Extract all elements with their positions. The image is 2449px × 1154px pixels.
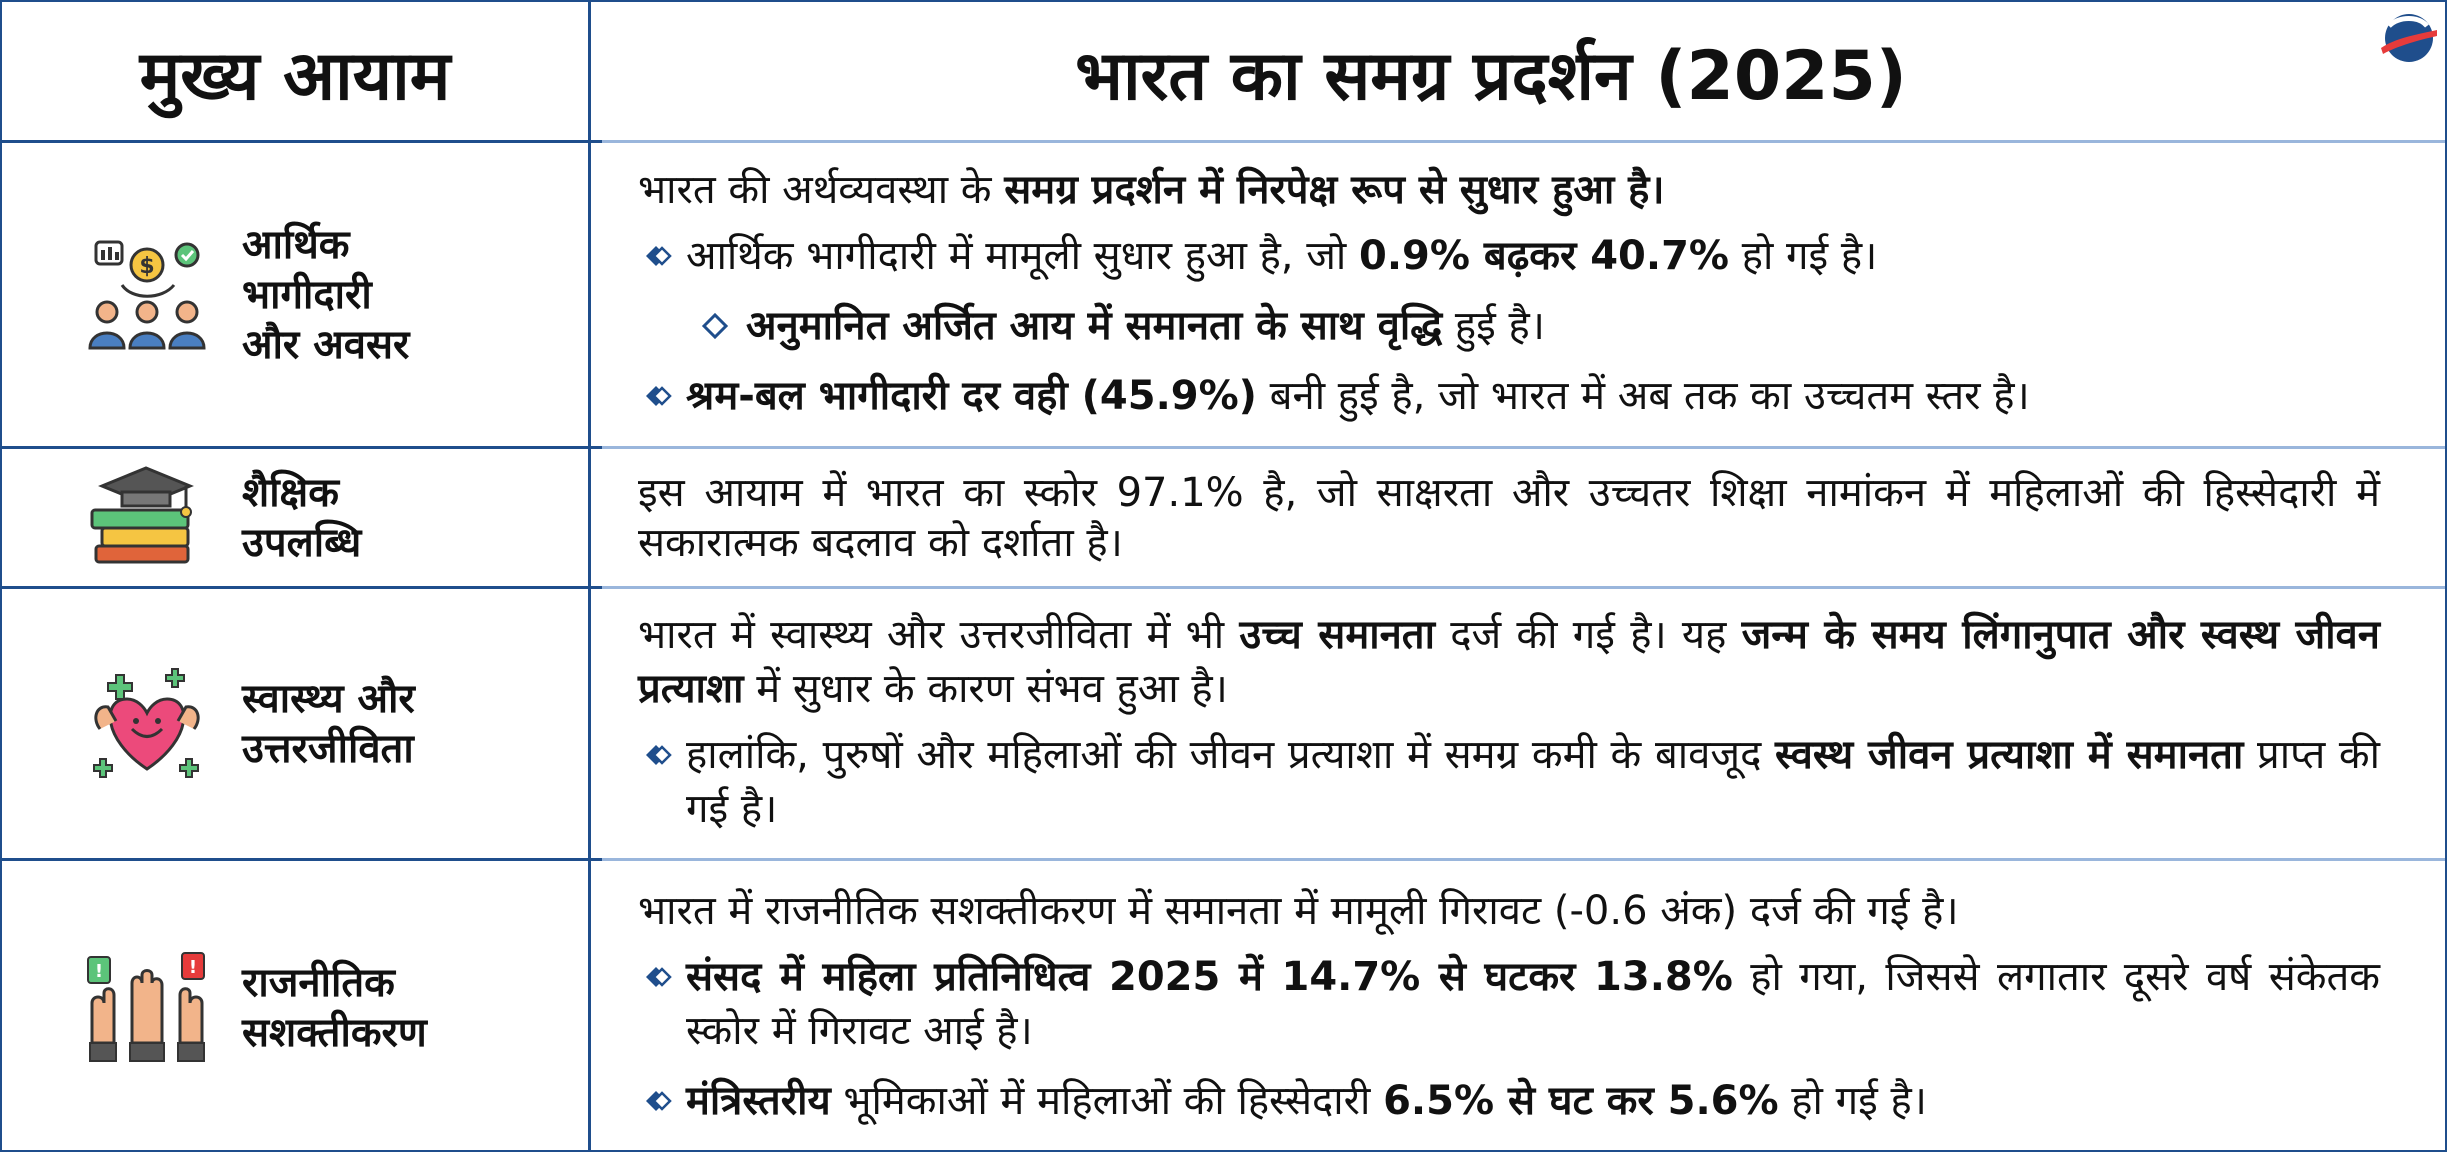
voting-hands-icon	[82, 943, 212, 1073]
list-item: अनुमानित अर्जित आय में समानता के साथ वृद्धि हुई है।	[698, 299, 2380, 353]
table-row-health	[2, 589, 2445, 858]
list-item: मंत्रिस्तरीय भूमिकाओं में महिलाओं की हिस्सेदारी 6.5% से घट कर 5.6% हो गई है।	[638, 1074, 2380, 1128]
health-heart-icon	[82, 659, 212, 789]
diamond-bullet-icon	[638, 381, 678, 411]
table-row-education	[2, 449, 2445, 586]
list-item: आर्थिक भागीदारी में मामूली सुधार हुआ है, जो 0.9% बढ़कर 40.7% हो गई है।	[638, 229, 2380, 283]
economic-participation-icon	[82, 230, 212, 360]
economic-intro: भारत की अर्थव्यवस्था के समग्र प्रदर्शन में निरपेक्ष रूप से सुधार हुआ है।	[638, 166, 1665, 213]
list-item: हालांकि, पुरुषों और महिलाओं की जीवन प्रत्याशा में समग्र कमी के बावजूद स्वस्थ जीवन प्रत्याशा में समानता प्राप्त की गई है।	[638, 728, 2380, 836]
svg-text:!: !	[94, 960, 104, 982]
dimension-label-economic: आर्थिक भागीदारी और अवसर	[242, 221, 410, 368]
political-intro: भारत में राजनीतिक सशक्तीकरण में समानता में मामूली गिरावट (-0.6 अंक) दर्ज की गई है।	[638, 887, 1959, 934]
diamond-bullet-icon	[638, 241, 678, 271]
header-dimension: मुख्य आयाम	[139, 36, 451, 116]
list-item: संसद में महिला प्रतिनिधित्व 2025 में 14.7% से घटकर 13.8% हो गया, जिससे लगातार दूसरे वर्ष संकेतक स्कोर में गिरावट आई है।	[638, 950, 2380, 1058]
table-row-economic	[2, 143, 2445, 446]
diamond-bullet-icon	[638, 962, 678, 992]
diamond-bullet-icon	[638, 740, 678, 770]
svg-text:$: $	[139, 253, 155, 279]
dimension-label-health: स्वास्थ्य और उत्तरजीविता	[242, 675, 415, 772]
list-item: श्रम-बल भागीदारी दर वही (45.9%) बनी हुई है, जो भारत में अब तक का उच्चतम स्तर है।	[638, 369, 2380, 423]
table-row-political	[2, 861, 2445, 1152]
diamond-bullet-icon	[638, 1086, 678, 1116]
hollow-diamond-bullet-icon	[698, 311, 738, 341]
dimension-label-political: राजनीतिक सशक्तीकरण	[242, 959, 427, 1056]
svg-text:!: !	[188, 956, 198, 978]
education-intro: इस आयाम में भारत का स्कोर 97.1% है, जो साक्षरता और उच्चतर शिक्षा नामांकन में महिलाओं की हिस्सेदारी में सकारात्मक बदलाव को दर्शाता है।	[638, 469, 2380, 566]
dimension-label-education: शैक्षिक उपलब्धि	[242, 469, 362, 566]
header-performance: भारत का समग्र प्रदर्शन (2025)	[1075, 36, 1907, 116]
health-intro: भारत में स्वास्थ्य और उत्तरजीविता में भी उच्च समानता दर्ज की गई है। यह जन्म के समय लिंगानुपात और स्वस्थ जीवन प्रत्याशा में सुधार के कारण संभव हुआ है।	[638, 611, 2380, 712]
graduation-books-icon	[82, 458, 212, 578]
